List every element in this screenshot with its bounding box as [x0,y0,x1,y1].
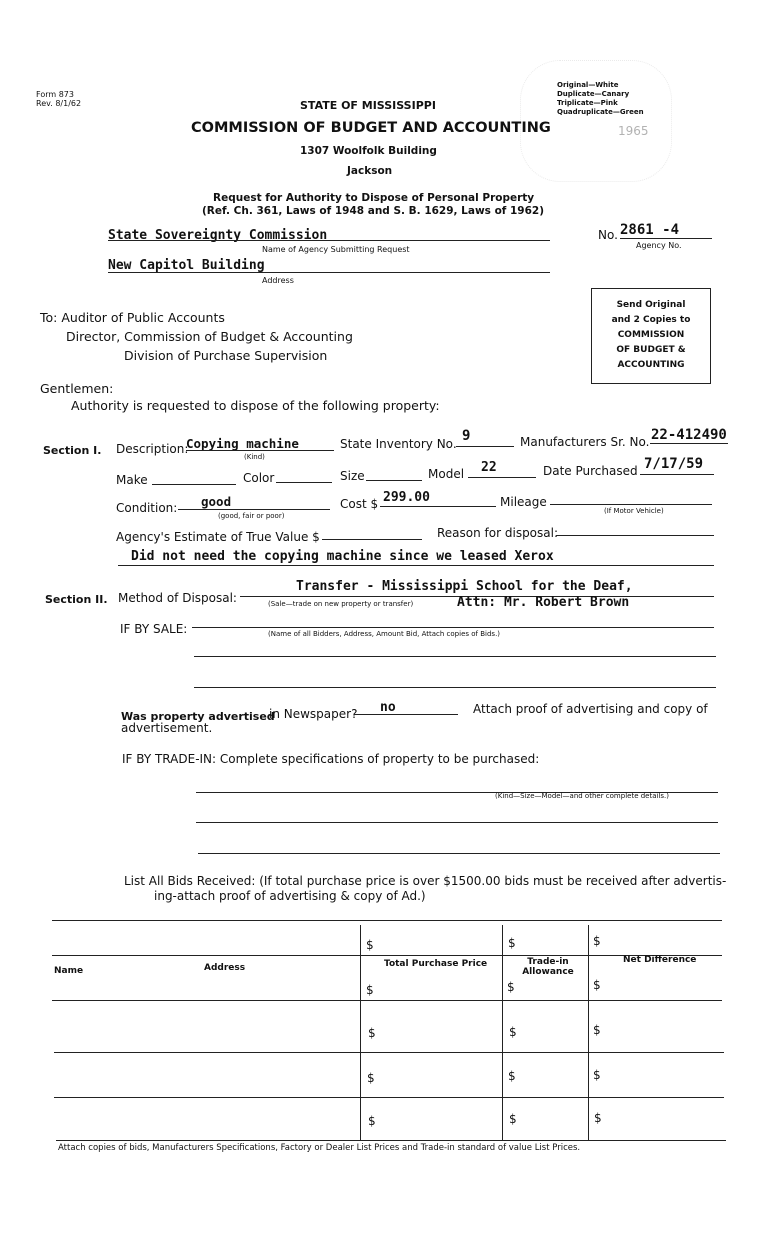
table-col-divider-3 [588,925,589,1140]
send-box-line-5: ACCOUNTING [617,360,685,370]
date-purchased-line [640,474,714,475]
advertised-line [354,714,458,715]
serial-value: 22-412490 [651,427,727,443]
mileage-line [550,504,712,505]
form-revision: Rev. 8/1/62 [36,99,82,108]
agency-address-caption: Address [262,276,294,285]
if-by-sale-caption: (Name of all Bidders, Address, Amount Bid, Attach copies of Bids.) [268,630,501,638]
dollar-sign: $ [508,1069,516,1083]
agency-no-line [620,238,712,239]
dollar-sign: $ [593,978,601,992]
table-col-divider-1 [360,925,361,1140]
table-col-divider-2 [502,925,503,1140]
serial-line [650,443,728,444]
estimate-label: Agency's Estimate of True Value $ [116,530,320,544]
agency-name-line [108,240,550,241]
advertised-value: no [380,700,396,715]
color-line [276,482,332,483]
footer-note: Attach copies of bids, Manufacturers Specifications, Factory or Dealer List Prices and Trade-in standard of value List Prices. [58,1143,581,1153]
table-row-line-2 [54,1052,724,1053]
method-label: Method of Disposal: [118,591,237,605]
color-label: Color [243,471,275,485]
condition-value: good [201,494,232,509]
size-label: Size [340,469,365,483]
greeting: Gentlemen: [40,381,114,396]
form-number: Form 873 [36,90,74,99]
attn-value: Attn: Mr. Robert Brown [457,595,630,610]
dollar-sign: $ [508,936,516,950]
dollar-sign: $ [507,980,515,994]
attach-proof-2: advertisement. [121,721,213,735]
dollar-sign: $ [366,983,374,997]
trade-in-caption: (Kind—Size—Model—and other complete details.) [495,792,669,800]
col-address-header: Address [204,963,246,973]
copy-quadruplicate: Quadruplicate—Green [557,108,644,116]
col-trade-header-1: Trade-in [527,957,569,967]
agency-no-value: 2861 -4 [620,222,680,238]
to-line-3: Division of Purchase Supervision [124,348,328,363]
send-box-line-2: and 2 Copies to [611,315,691,325]
estimate-line [322,539,422,540]
building-address: 1307 Woolfolk Building [300,145,437,157]
send-box-line-4: OF BUDGET & [616,345,686,355]
table-header-line [52,955,722,956]
agency-address-value: New Capitol Building [108,258,265,273]
method-caption: (Sale—trade on new property or transfer) [268,600,414,608]
table-row-line-1 [52,1000,722,1001]
kind-caption: (Kind) [244,453,265,461]
dollar-sign: $ [366,938,374,952]
authority-statement: Authority is requested to dispose of the following property: [71,398,440,413]
dollar-sign: $ [593,1023,601,1037]
dollar-sign: $ [509,1112,517,1126]
col-name-header: Name [54,966,84,976]
condition-caption: (good, fair or poor) [218,512,285,520]
cost-value: 299.00 [383,490,430,505]
model-label: Model [428,467,465,481]
stamp-year: 1965 [618,124,649,138]
bids-instruction-1: List All Bids Received: (If total purchase price is over $1500.00 bids must be received after advertis- [124,874,727,888]
send-box-line-3: COMMISSION [617,330,685,340]
agency-address-line [108,272,550,273]
advertised-label: Was property advertised [121,710,275,723]
method-value: Transfer - Mississippi School for the Deaf, [296,579,633,594]
description-label: Description: [116,442,189,456]
reason-value-line [118,565,714,566]
dollar-sign: $ [509,1025,517,1039]
inventory-line [456,446,514,447]
copy-original: Original—White [557,81,619,89]
inventory-label: State Inventory No. [340,437,457,451]
to-line-2: Director, Commission of Budget & Accounting [66,329,353,344]
trade-in-line-3 [198,853,720,854]
mileage-caption: (If Motor Vehicle) [604,507,664,515]
dollar-sign: $ [367,1071,375,1085]
model-line [468,477,536,478]
section-1-label: Section I. [43,444,102,457]
table-row-line-3 [54,1097,724,1098]
copy-triplicate: Triplicate—Pink [557,99,618,107]
model-value: 22 [481,460,497,475]
date-purchased-label: Date Purchased [543,464,638,478]
date-purchased-value: 7/17/59 [644,456,704,472]
agency-name-caption: Name of Agency Submitting Request [262,245,410,254]
if-by-sale-line [192,627,714,628]
cost-line [380,506,496,507]
agency-no-caption: Agency No. [636,241,682,250]
bids-instruction-2: ing-attach proof of advertising & copy of Ad.) [154,889,426,903]
trade-in-label: IF BY TRADE-IN: Complete specifications of property to be purchased: [122,752,540,766]
cost-label: Cost $ [340,497,379,511]
col-trade-header-2: Allowance [522,967,574,977]
serial-label: Manufacturers Sr. No. [520,435,650,449]
reason-label: Reason for disposal: [437,526,559,540]
mileage-label: Mileage [500,495,547,509]
dollar-sign: $ [593,1068,601,1082]
size-line [366,480,422,481]
table-bottom-line [56,1140,726,1141]
dollar-sign: $ [594,1111,602,1125]
advertised-label-2: in Newspaper? [269,707,358,721]
request-reference: (Ref. Ch. 361, Laws of 1948 and S. B. 1629, Laws of 1962) [202,205,545,217]
agency-name-value: State Sovereignty Commission [108,228,328,243]
commission-title: COMMISSION OF BUDGET AND ACCOUNTING [191,120,551,136]
if-by-sale-label: IF BY SALE: [120,622,188,636]
dollar-sign: $ [368,1114,376,1128]
copy-duplicate: Duplicate—Canary [557,90,630,98]
make-line [152,484,236,485]
table-top-line [52,920,722,921]
agency-no-label: No. [598,228,618,242]
sale-line-2 [194,656,716,657]
col-net-header: Net Difference [623,955,697,965]
reason-line [556,535,714,536]
state-title: STATE OF MISSISSIPPI [300,99,436,112]
condition-line [178,509,330,510]
send-box-line-1: Send Original [616,300,686,310]
request-title: Request for Authority to Dispose of Personal Property [213,192,535,204]
inventory-value: 9 [462,428,471,444]
attach-proof: Attach proof of advertising and copy of [473,702,708,716]
description-line [186,450,334,451]
col-total-header: Total Purchase Price [384,959,488,969]
dollar-sign: $ [368,1026,376,1040]
sale-line-3 [194,687,716,688]
section-2-label: Section II. [45,593,108,606]
reason-value: Did not need the copying machine since we leased Xerox [131,549,554,564]
condition-label: Condition: [116,501,178,515]
city: Jackson [347,165,393,177]
to-line-1: To: Auditor of Public Accounts [40,310,225,325]
trade-in-line-2 [196,822,718,823]
description-value: Copying machine [186,436,299,451]
dollar-sign: $ [593,934,601,948]
make-label: Make [116,473,148,487]
